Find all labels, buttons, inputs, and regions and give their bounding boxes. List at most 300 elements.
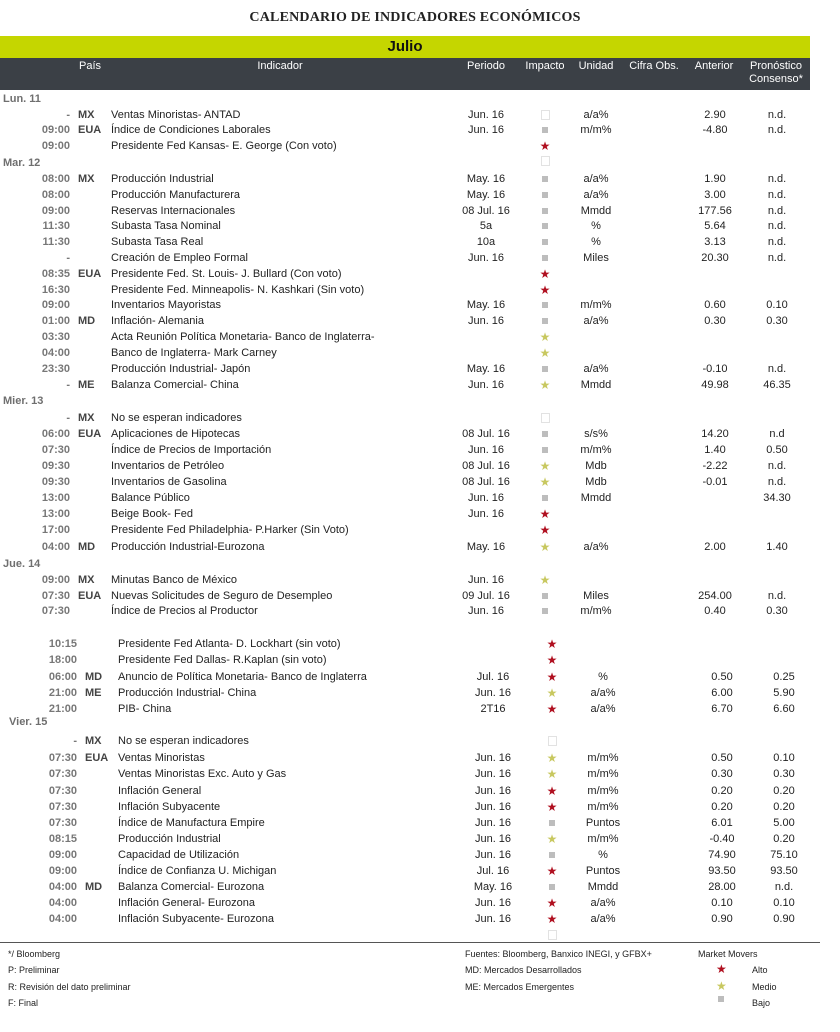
time-cell: 07:30 (48, 752, 77, 764)
forecast-cell: 93.50 (770, 865, 798, 877)
forecast-cell: n.d. (767, 173, 787, 185)
indicator-cell: Balanza Comercial- Eurozona (118, 881, 265, 893)
forecast-cell: 0.30 (773, 768, 795, 780)
impact-bajo-square-icon (539, 250, 551, 266)
table-row (0, 250, 830, 266)
indicator-cell: Presidente Fed. St. Louis- J. Bullard (Con voto) (111, 268, 342, 280)
period-cell: Jun. 16 (474, 817, 512, 829)
header-consenso: Consenso* (749, 73, 803, 85)
table-row (0, 187, 830, 203)
note-preliminar: P: Preliminar (8, 965, 60, 975)
forecast-cell: n.d. (767, 109, 787, 121)
forecast-cell: n.d. (767, 590, 787, 602)
unit-cell: a/a% (583, 173, 609, 185)
impact-alto-star-icon: ★ (539, 267, 551, 281)
indicator-cell: Inventarios de Petróleo (111, 460, 225, 472)
period-cell: May. 16 (466, 541, 506, 553)
prev-cell: 0.50 (711, 671, 733, 683)
indicator-cell: Acta Reunión Política Monetaria- Banco de Inglaterra- (111, 331, 375, 343)
time-cell: - (66, 412, 70, 424)
indicator-cell: No se esperan indicadores (118, 735, 249, 747)
unit-cell: m/m% (580, 444, 612, 456)
time-cell: 09:00 (48, 865, 77, 877)
time-cell: 09:00 (41, 299, 70, 311)
unit-cell: % (598, 849, 608, 861)
country-cell: ME (78, 379, 95, 391)
country-cell: MD (85, 671, 103, 683)
indicator-cell: Producción Manufacturera (111, 189, 241, 201)
time-cell: 13:00 (41, 508, 70, 520)
unit-cell: Miles (583, 590, 609, 602)
forecast-cell: n.d. (767, 363, 787, 375)
period-cell: Jun. 16 (474, 849, 512, 861)
forecast-cell: n.d. (767, 252, 787, 264)
table-row (0, 266, 830, 282)
indicator-cell: Ventas Minoristas- ANTAD (111, 109, 241, 121)
table-row (0, 863, 830, 879)
prev-cell: 74.90 (708, 849, 736, 861)
forecast-cell: 0.10 (766, 299, 788, 311)
impact-bajo-square-icon (539, 218, 551, 234)
forecast-cell: n.d. (767, 236, 787, 248)
impact-medio-star-icon: ★ (546, 686, 558, 700)
unit-cell: m/m% (580, 605, 612, 617)
day-label: Vier. 15 (9, 716, 48, 728)
prev-cell: -4.80 (702, 124, 728, 136)
time-cell: - (66, 109, 70, 121)
table-row (0, 522, 830, 538)
indicator-cell: Aplicaciones de Hipotecas (111, 428, 241, 440)
time-cell: 03:30 (41, 331, 70, 343)
indicator-cell: Subasta Tasa Real (111, 236, 204, 248)
table-row (0, 927, 830, 943)
time-cell: 09:00 (48, 849, 77, 861)
day-label: Mier. 13 (3, 395, 44, 407)
prev-cell: 93.50 (708, 865, 736, 877)
time-cell: 10:15 (48, 638, 77, 650)
table-row (0, 107, 830, 123)
time-cell: 11:30 (42, 220, 70, 232)
indicator-cell: Inventarios Mayoristas (111, 299, 222, 311)
unit-cell: a/a% (583, 315, 609, 327)
table-row (0, 831, 830, 847)
country-cell: MD (85, 881, 103, 893)
impact-alto-star-icon: ★ (546, 896, 558, 910)
country-cell: EUA (78, 590, 102, 602)
country-cell: MX (85, 735, 102, 747)
table-row (0, 329, 830, 345)
period-cell: 09 Jul. 16 (462, 590, 510, 602)
indicator-cell: Índice de Confianza U. Michigan (118, 865, 277, 877)
table-row (0, 442, 830, 458)
prev-cell: -0.40 (709, 833, 735, 845)
time-cell: 08:15 (48, 833, 77, 845)
period-cell: 08 Jul. 16 (462, 460, 510, 472)
time-cell: 09:30 (41, 476, 70, 488)
time-cell: 09:00 (41, 124, 70, 136)
time-cell: 01:00 (41, 315, 70, 327)
day-label: Lun. 11 (3, 93, 41, 105)
impact-bajo-square-icon (546, 879, 558, 895)
table-row (0, 313, 830, 329)
period-cell: Jun. 16 (474, 833, 512, 845)
indicator-cell: Inflación Subyacente- Eurozona (118, 913, 274, 925)
forecast-cell: n.d. (767, 205, 787, 217)
prev-cell: 28.00 (708, 881, 736, 893)
prev-cell: 0.60 (704, 299, 726, 311)
period-cell: Jun. 16 (467, 315, 505, 327)
table-row (0, 234, 830, 250)
unit-cell: % (591, 220, 601, 232)
header-cifra: Cifra Obs. (629, 60, 679, 72)
country-cell: MX (78, 574, 95, 586)
impact-bajo-square-icon (546, 815, 558, 831)
table-row (0, 895, 830, 911)
indicator-cell: Presidente Fed Dallas- R.Kaplan (sin voto) (118, 654, 327, 666)
indicator-cell: Capacidad de Utilización (118, 849, 240, 861)
time-cell: - (66, 379, 70, 391)
table-row (0, 153, 830, 169)
unit-cell: Puntos (585, 817, 621, 829)
prev-cell: 5.64 (704, 220, 726, 232)
forecast-cell: n.d. (774, 881, 794, 893)
unit-cell: Miles (583, 252, 609, 264)
time-cell: 08:00 (41, 173, 70, 185)
prev-cell: 0.50 (711, 752, 733, 764)
indicator-cell: Producción Industrial (118, 833, 221, 845)
forecast-cell: 5.00 (773, 817, 795, 829)
period-cell: Jun. 16 (467, 605, 505, 617)
time-cell: 07:30 (41, 590, 70, 602)
period-cell: Jun. 16 (467, 444, 505, 456)
table-row (0, 171, 830, 187)
prev-cell: 3.13 (704, 236, 726, 248)
unit-cell: m/m% (587, 752, 619, 764)
indicator-cell: Presidente Fed Philadelphia- P.Harker (Sin Voto) (111, 524, 349, 536)
unit-cell: m/m% (587, 833, 619, 845)
period-cell: 10a (476, 236, 496, 248)
unit-cell: a/a% (583, 541, 609, 553)
impact-medio-star-icon: ★ (539, 378, 551, 392)
legend-bajo-label: Bajo (752, 998, 771, 1008)
time-cell: 08:35 (41, 268, 70, 280)
time-cell: 08:00 (41, 189, 70, 201)
impact-bajo-square-icon (539, 171, 551, 187)
country-cell: MX (78, 109, 95, 121)
forecast-cell: 0.20 (773, 785, 795, 797)
legend-title: Market Movers (698, 949, 758, 959)
prev-cell: 2.90 (704, 109, 726, 121)
unit-cell: m/m% (587, 768, 619, 780)
header-periodo: Periodo (467, 60, 505, 72)
impact-bajo-square-icon (539, 426, 551, 442)
indicator-cell: Inventarios de Gasolina (111, 476, 227, 488)
prev-cell: 6.70 (711, 703, 733, 715)
unit-cell: a/a% (590, 703, 616, 715)
impact-bajo-square-icon (539, 313, 551, 329)
unit-cell: a/a% (583, 109, 609, 121)
impact-alto-star-icon: ★ (546, 864, 558, 878)
table-row (0, 377, 830, 393)
indicator-cell: Beige Book- Fed (111, 508, 193, 520)
period-cell: 08 Jul. 16 (462, 205, 510, 217)
forecast-cell: n.d. (767, 220, 787, 232)
unit-cell: Mmdd (580, 205, 612, 217)
prev-cell: 3.00 (704, 189, 726, 201)
footer-me: ME: Mercados Emergentes (465, 982, 575, 992)
period-cell: 2T16 (480, 703, 506, 715)
forecast-cell: n.d (769, 428, 785, 440)
prev-cell: 1.40 (704, 444, 726, 456)
impact-alto-star-icon: ★ (539, 523, 551, 537)
table-row (0, 766, 830, 782)
indicator-cell: No se esperan indicadores (111, 412, 242, 424)
prev-cell: 20.30 (701, 252, 729, 264)
unit-cell: a/a% (590, 913, 616, 925)
prev-cell: -0.10 (702, 363, 728, 375)
table-row (0, 815, 830, 831)
country-cell: MD (78, 315, 96, 327)
indicator-cell: Presidente Fed Atlanta- D. Lockhart (sin voto) (118, 638, 341, 650)
period-cell: Jun. 16 (474, 897, 512, 909)
unit-cell: Puntos (585, 865, 621, 877)
period-cell: Jul. 16 (476, 671, 510, 683)
prev-cell: -2.22 (702, 460, 728, 472)
forecast-cell: 0.20 (773, 833, 795, 845)
note-revision: R: Revisión del dato preliminar (8, 982, 131, 992)
table-row (0, 879, 830, 895)
country-cell: MD (78, 541, 96, 553)
forecast-cell: n.d. (767, 124, 787, 136)
period-cell: 08 Jul. 16 (462, 428, 510, 440)
impact-bajo-square-icon (539, 122, 551, 138)
impact-empty-icon (546, 733, 558, 751)
period-cell: Jun. 16 (467, 492, 505, 504)
forecast-cell: 0.10 (773, 897, 795, 909)
indicator-cell: Inflación- Alemania (111, 315, 204, 327)
table-row (0, 458, 830, 474)
indicator-cell: Inflación Subyacente (118, 801, 221, 813)
impact-medio-star-icon: ★ (539, 573, 551, 587)
month-banner: Julio (0, 36, 810, 58)
impact-medio-star-icon: ★ (539, 459, 551, 473)
period-cell: Jul. 16 (476, 865, 510, 877)
period-cell: 08 Jul. 16 (462, 476, 510, 488)
time-cell: 07:30 (48, 817, 77, 829)
forecast-cell: 0.30 (766, 605, 788, 617)
impact-bajo-square-icon (539, 588, 551, 604)
time-cell: 07:30 (41, 605, 70, 617)
impact-alto-star-icon: ★ (546, 637, 558, 651)
indicator-cell: Balanza Comercial- China (111, 379, 239, 391)
unit-cell: Mmdd (580, 492, 612, 504)
time-cell: 16:30 (41, 284, 70, 296)
legend-medio-icon: ★ (716, 979, 727, 993)
time-cell: 06:00 (48, 671, 77, 683)
unit-cell: m/m% (580, 124, 612, 136)
time-cell: 21:00 (48, 687, 77, 699)
legend-medio-label: Medio (752, 982, 777, 992)
unit-cell: a/a% (583, 363, 609, 375)
indicator-cell: Balance Público (111, 492, 190, 504)
unit-cell: m/m% (587, 801, 619, 813)
header-pronostico: Pronóstico (750, 60, 802, 72)
prev-cell: 0.30 (711, 768, 733, 780)
indicator-cell: Presidente Fed. Minneapolis- N. Kashkari (Sin voto) (111, 284, 365, 296)
period-cell: May. 16 (473, 881, 513, 893)
indicator-cell: Inflación General (118, 785, 202, 797)
country-cell: EUA (85, 752, 109, 764)
impact-alto-star-icon: ★ (546, 912, 558, 926)
header-indicador: Indicador (257, 60, 303, 72)
note-bloomberg: */ Bloomberg (8, 949, 61, 959)
time-cell: 23:30 (41, 363, 70, 375)
table-row (0, 410, 830, 426)
time-cell: - (73, 735, 77, 747)
time-cell: 17:00 (41, 524, 70, 536)
forecast-cell: 6.60 (773, 703, 795, 715)
impact-alto-star-icon: ★ (546, 702, 558, 716)
forecast-cell: 0.30 (766, 315, 788, 327)
time-cell: 07:30 (48, 785, 77, 797)
prev-cell: 0.20 (711, 785, 733, 797)
header-impacto: Impacto (525, 60, 565, 72)
prev-cell: 6.00 (711, 687, 733, 699)
table-row (0, 847, 830, 863)
forecast-cell: 0.10 (773, 752, 795, 764)
time-cell: - (66, 252, 70, 264)
unit-cell: % (598, 671, 608, 683)
impact-alto-star-icon: ★ (539, 283, 551, 297)
impact-alto-star-icon: ★ (546, 800, 558, 814)
indicator-cell: Creación de Empleo Formal (111, 252, 248, 264)
indicator-cell: Producción Industrial-Eurozona (111, 541, 265, 553)
table-row (0, 426, 830, 442)
period-cell: Jun. 16 (474, 801, 512, 813)
indicator-cell: Banco de Inglaterra- Mark Carney (111, 347, 277, 359)
legend-bajo-icon (718, 996, 724, 1002)
note-final: F: Final (8, 998, 39, 1008)
country-cell: MX (78, 412, 95, 424)
prev-cell: 177.56 (698, 205, 732, 217)
period-cell: Jun. 16 (467, 508, 505, 520)
indicator-cell: Producción Industrial (111, 173, 214, 185)
unit-cell: Mmdd (587, 881, 619, 893)
impact-medio-star-icon: ★ (539, 475, 551, 489)
forecast-cell: 75.10 (770, 849, 798, 861)
forecast-cell: 5.90 (773, 687, 795, 699)
prev-cell: 254.00 (698, 590, 732, 602)
prev-cell: 14.20 (701, 428, 729, 440)
time-cell: 09:00 (41, 140, 70, 152)
prev-cell: 2.00 (704, 541, 726, 553)
period-cell: Jun. 16 (474, 687, 512, 699)
impact-alto-star-icon: ★ (539, 139, 551, 153)
prev-cell: -0.01 (702, 476, 728, 488)
legend-alto-icon: ★ (716, 962, 727, 976)
period-cell: Jun. 16 (467, 252, 505, 264)
time-cell: 18:00 (48, 654, 77, 666)
time-cell: 04:00 (48, 881, 77, 893)
indicator-cell: Subasta Tasa Nominal (111, 220, 221, 232)
indicator-cell: Índice de Precios al Productor (111, 605, 258, 617)
period-cell: Jun. 16 (467, 574, 505, 586)
prev-cell: 1.90 (704, 173, 726, 185)
indicator-cell: PIB- China (118, 703, 172, 715)
time-cell: 04:00 (41, 541, 70, 553)
period-cell: May. 16 (466, 299, 506, 311)
indicator-cell: Nuevas Solicitudes de Seguro de Desempleo (111, 590, 333, 602)
time-cell: 04:00 (48, 897, 77, 909)
forecast-cell: 0.20 (773, 801, 795, 813)
table-row (0, 218, 830, 234)
time-cell: 04:00 (48, 913, 77, 925)
impact-medio-star-icon: ★ (546, 832, 558, 846)
impact-alto-star-icon: ★ (546, 670, 558, 684)
table-row (0, 636, 830, 652)
period-cell: May. 16 (466, 363, 506, 375)
period-cell: Jun. 16 (467, 109, 505, 121)
time-cell: 09:00 (41, 574, 70, 586)
unit-cell: a/a% (583, 189, 609, 201)
impact-alto-star-icon: ★ (546, 653, 558, 667)
period-cell: Jun. 16 (474, 752, 512, 764)
table-row (0, 652, 830, 668)
impact-alto-star-icon: ★ (539, 507, 551, 521)
time-cell: 07:30 (48, 768, 77, 780)
unit-cell: % (591, 236, 601, 248)
prev-cell: 0.30 (704, 315, 726, 327)
indicator-cell: Producción Industrial- China (118, 687, 257, 699)
period-cell: 5a (479, 220, 493, 232)
table-row (0, 701, 830, 717)
table-row (0, 282, 830, 298)
impact-medio-star-icon: ★ (546, 751, 558, 765)
table-row (0, 122, 830, 138)
header-anterior: Anterior (694, 60, 734, 72)
impact-medio-star-icon: ★ (546, 767, 558, 781)
unit-cell: s/s% (584, 428, 608, 440)
table-row (0, 138, 830, 154)
prev-cell: 6.01 (711, 817, 733, 829)
time-cell: 07:30 (41, 444, 70, 456)
period-cell: Jun. 16 (474, 768, 512, 780)
table-row (0, 474, 830, 490)
time-cell: 11:30 (42, 236, 70, 248)
table-row (0, 572, 830, 588)
prev-cell: 0.90 (711, 913, 733, 925)
impact-medio-star-icon: ★ (539, 330, 551, 344)
forecast-cell: 34.30 (763, 492, 791, 504)
indicator-cell: Reservas Internacionales (111, 205, 236, 217)
time-cell: 06:00 (41, 428, 70, 440)
footer-md: MD: Mercados Desarrollados (465, 965, 582, 975)
period-cell: May. 16 (466, 189, 506, 201)
table-row (0, 799, 830, 815)
impact-bajo-square-icon (539, 203, 551, 219)
indicator-cell: Índice de Condiciones Laborales (111, 124, 271, 136)
indicator-cell: Anuncio de Política Monetaria- Banco de Inglaterra (118, 671, 367, 683)
impact-medio-star-icon: ★ (539, 346, 551, 360)
period-cell: May. 16 (466, 173, 506, 185)
forecast-cell: n.d. (767, 460, 787, 472)
impact-bajo-square-icon (539, 187, 551, 203)
country-cell: MX (78, 173, 95, 185)
forecast-cell: 0.50 (766, 444, 788, 456)
impact-bajo-square-icon (539, 234, 551, 250)
indicator-cell: Minutas Banco de México (111, 574, 237, 586)
forecast-cell: 1.40 (766, 541, 788, 553)
